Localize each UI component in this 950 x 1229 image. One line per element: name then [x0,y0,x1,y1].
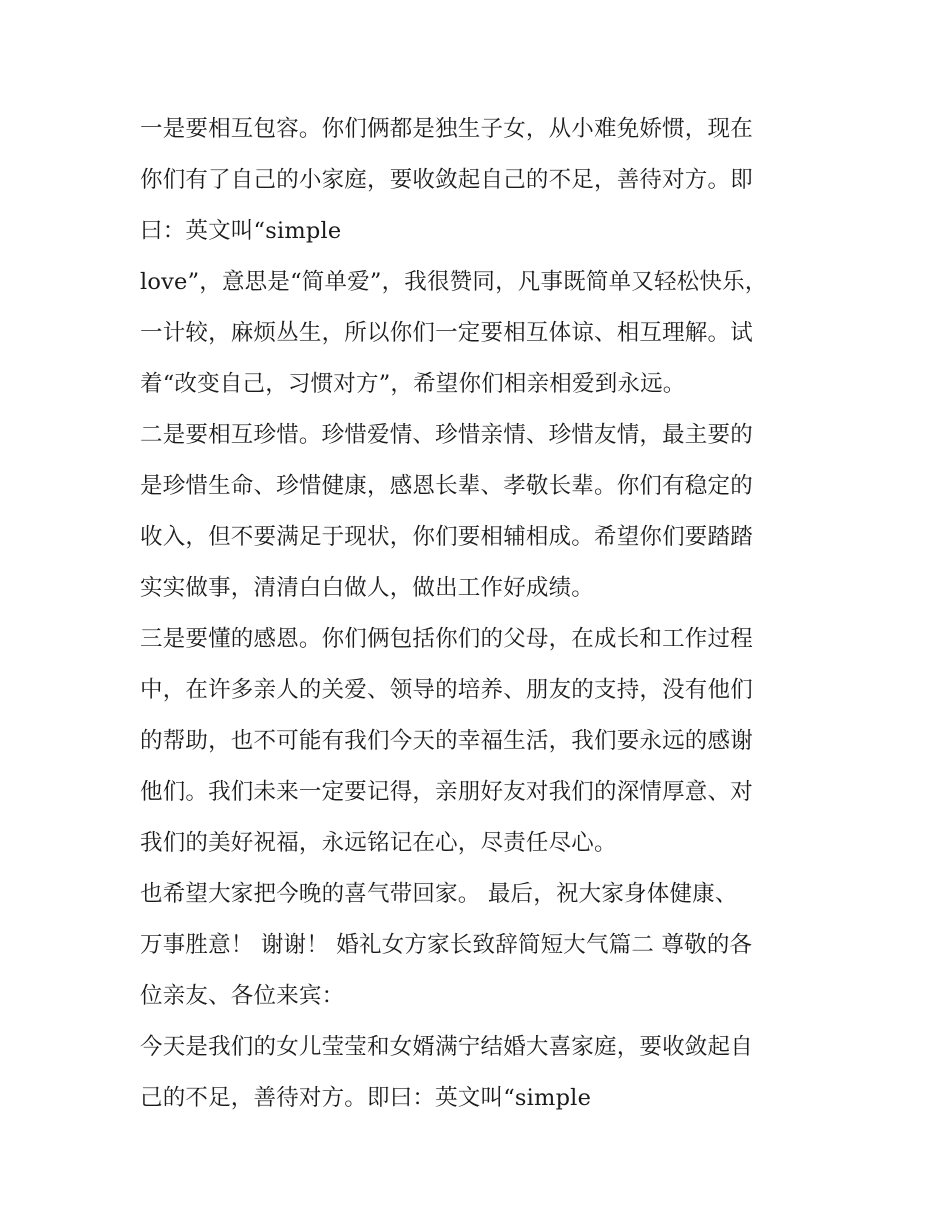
text-line: 二是要相互珍惜。珍惜爱情、珍惜亲情、珍惜友情，最主要的 [140,422,753,448]
text-line: 你们有了自己的小家庭，要收敛起自己的不足，善待对方。即 [140,167,753,193]
paragraph-3 [140,410,812,614]
text-line: 三是要懂的感恩。你们俩包括你们的父母，在成长和工作过程 [140,626,753,652]
text-line: 他们。我们未来一定要记得，亲朋好友对我们的深情厚意、对 [140,779,753,805]
paragraph-4 [140,614,812,869]
text-line: 收入，但不要满足于现状，你们要相辅相成。希望你们要踏踏 [140,524,753,550]
text-line: 是珍惜生命、珍惜健康，感恩长辈、孝敬长辈。你们有稳定的 [140,473,753,499]
text-line: love”，意思是“简单爱”，我很赞同，凡事既简单又轻松快乐， [140,269,768,295]
text-line: 也希望大家把今晚的喜气带回家。 最后，祝大家身体健康、 [140,881,738,907]
text-line: 一是要相互包容。你们俩都是独生子女，从小难免娇惯，现在 [140,116,753,142]
paragraph-6 [140,1022,812,1124]
text-line: 万事胜意！ 谢谢！ 婚礼女方家长致辞简短大气篇二 尊敬的各 [140,932,753,958]
document-body [140,104,812,1124]
text-line: 我们的美好祝福，永远铭记在心，尽责任尽心。 [140,830,617,856]
text-line: 中，在许多亲人的关爱、领导的培养、朋友的支持，没有他们 [140,677,753,703]
text-line: 一计较，麻烦丛生，所以你们一定要相互体谅、相互理解。试 [140,320,753,346]
text-line: 己的不足，善待对方。即曰：英文叫“simple [140,1085,592,1111]
text-line: 今天是我们的女儿莹莹和女婿满宁结婚大喜家庭，要收敛起自 [140,1034,753,1060]
text-line: 实实做事，清清白白做人，做出工作好成绩。 [140,575,595,601]
text-line: 着“改变自己，习惯对方”，希望你们相亲相爱到永远。 [140,371,686,397]
paragraph-2 [140,257,812,410]
paragraph-5 [140,869,812,1022]
text-line: 位亲友、各位来宾： [140,983,345,1009]
paragraph-1 [140,104,812,257]
text-line: 的帮助，也不可能有我们今天的幸福生活，我们要永远的感谢 [140,728,753,754]
text-line: 曰：英文叫“simple [140,218,342,244]
